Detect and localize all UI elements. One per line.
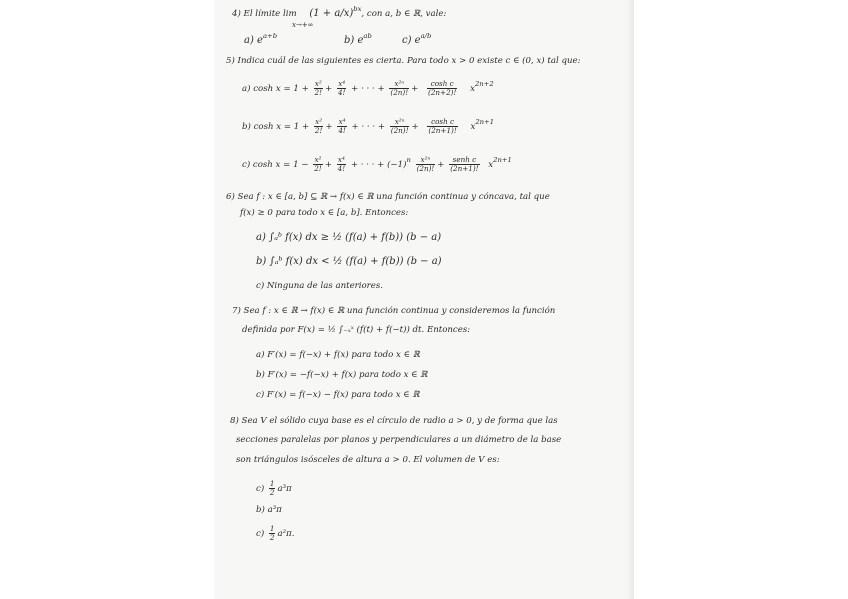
q5-option-c: c) cosh x = 1 − $\frac{\text{x²}}{2!}$ + $\frac{\text{x⁴}}{4!}$ + · · · + $(-1)^n$ $\frac{\text{x²ⁿ}}{(2n)!}$ + $\frac{\text{senh c}}{(2n+1)!}$ $x^{2n+1}$ [242,155,512,173]
q6-option-a: a) ∫ₐᵇ f(x) dx ≥ ½ (f(a) + f(b)) (b − a) [256,232,442,243]
q5-stem: 5) Indica cuál de las siguientes es cierta. Para todo x > 0 existe c ∈ (0, x) tal que: [226,56,581,66]
q6-option-b: b) ∫ₐᵇ f(x) dx < ½ (f(a) + f(b)) (b − a) [256,256,442,267]
q8-line-3: son triángulos isósceles de altura a > 0. El volumen de V es: [236,455,500,465]
q7-option-c: c) F′(x) = f(−x) − f(x) para todo x ∈ ℝ [256,390,420,400]
q8-option-a: c) $\frac{1}{2}$ a³π [256,479,292,497]
q7-line-1: 7) Sea f : x ∈ ℝ → f(x) ∈ ℝ una función continua y consideremos la función [232,306,556,316]
q4-option-a: a) $e^{a+b}$ [244,32,278,46]
q6-option-c: c) Ninguna de las anteriores. [256,281,384,291]
q4-stem: 4) El límite $\lim (1 + a/x)^{bx}$, con a, b ∈ ℝ, vale: [232,5,447,19]
q8-option-c: c) $\frac{1}{2}$ a²π. [256,524,295,542]
page-edge-shadow [628,0,634,599]
q8-option-b: b) a³π [256,505,282,515]
q8-line-1: 8) Sea V el sólido cuya base es el círculo de radio a > 0, y de forma que las [230,416,558,426]
q6-line-1: 6) Sea f : x ∈ [a, b] ⊆ ℝ → f(x) ∈ ℝ una función continua y cóncava, tal que [226,192,550,202]
q5-option-a: a) cosh x = 1 + $\frac{\text{x²}}{2!}$ + $\frac{\text{x⁴}}{4!}$ + · · · + $\frac{\text{x²ⁿ}}{(2n)!}$ + $\frac{\text{cosh c}}{(2n+2)!}$ $x^{2n+2}$ [242,79,494,97]
q8-line-2: secciones paralelas por planos y perpendiculares a un diámetro de la base [236,435,562,445]
q6-line-2: f(x) ≥ 0 para todo x ∈ [a, b]. Entonces: [240,208,409,218]
q4-option-c: c) $e^{a/b}$ [402,32,432,46]
q7-option-a: a) F′(x) = f(−x) + f(x) para todo x ∈ ℝ [256,350,420,360]
q5-option-b: b) cosh x = 1 + $\frac{\text{x²}}{2!}$ + $\frac{\text{x⁴}}{4!}$ + · · · + $\frac{\text{x²ⁿ}}{(2n)!}$ + $\frac{\text{cosh c}}{(2n+1)!}$ $x^{2n+1}$ [242,117,495,135]
q7-line-2: definida por F(x) = ½ ∫₋ₓˣ (f(t) + f(−t)) dt. Entonces: [242,325,471,335]
q4-limit-subscript: x→+∞ [292,21,314,29]
q7-option-b: b) F′(x) = −f(−x) + f(x) para todo x ∈ ℝ [256,370,428,380]
q4-expression: (1 + a/x) [309,8,354,19]
q4-option-b: b) $e^{ab}$ [344,32,372,46]
